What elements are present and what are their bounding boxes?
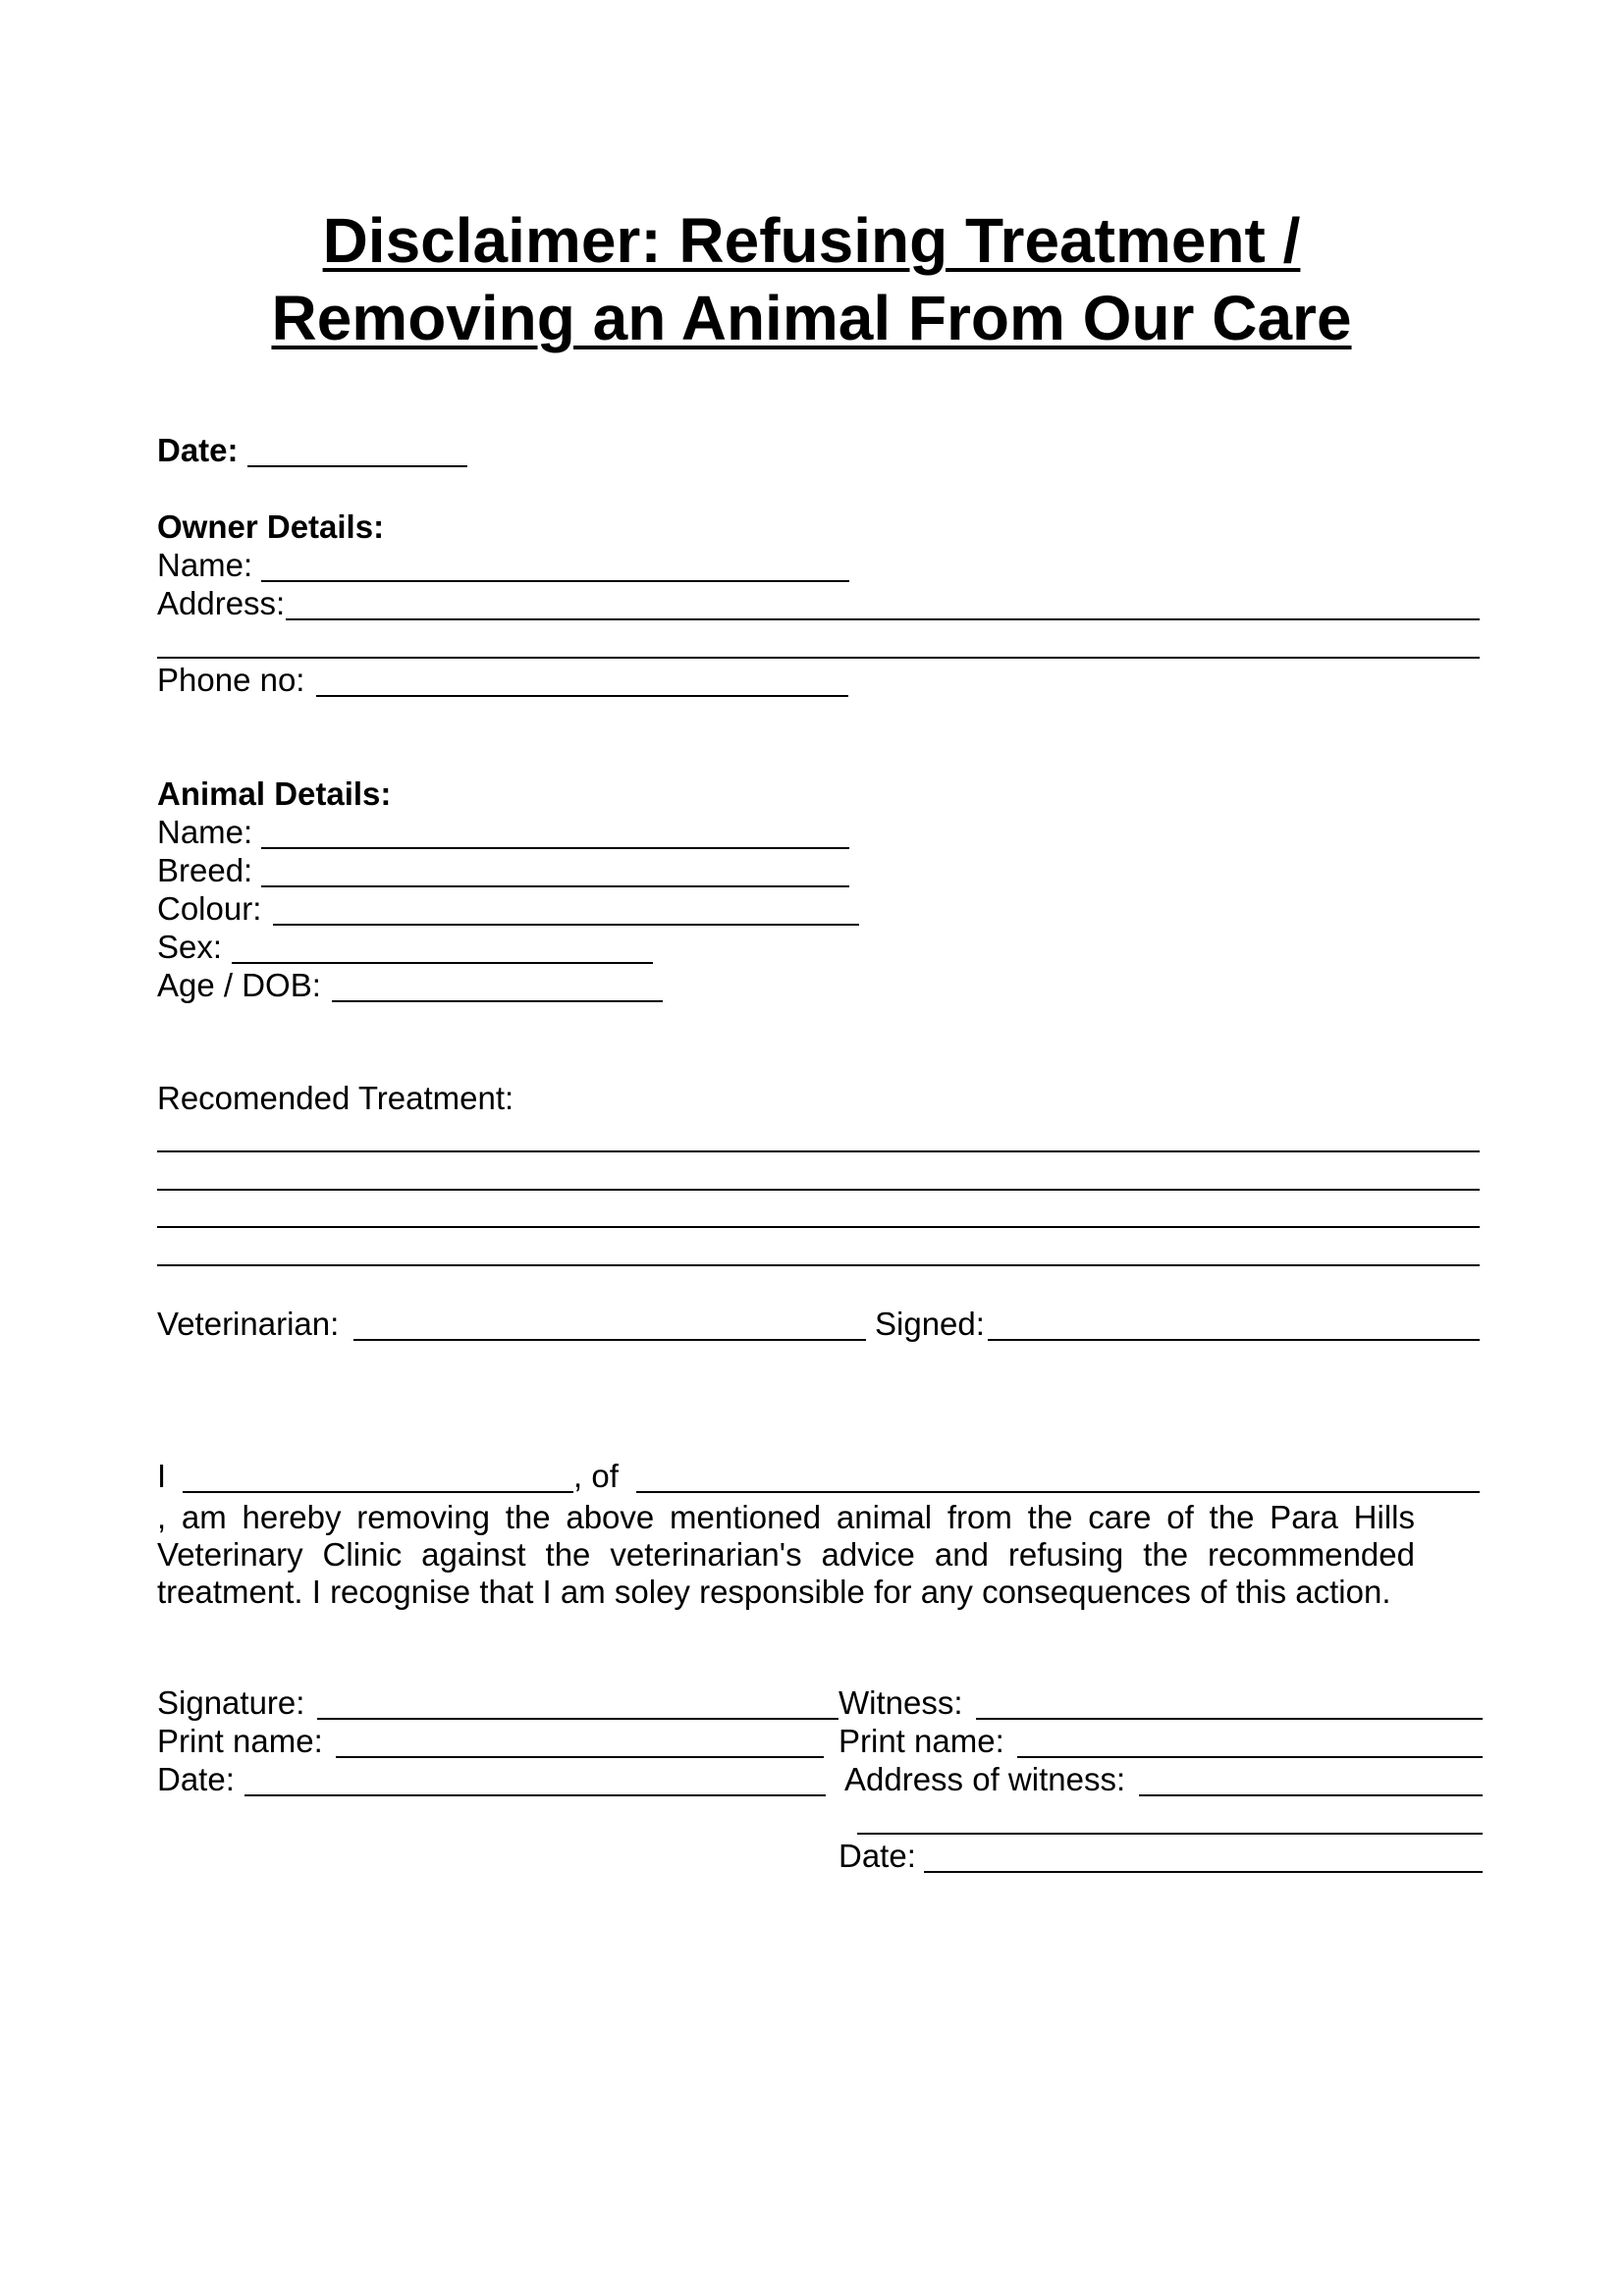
owner-address-label: Address: [157,585,286,621]
owner-details-heading: Owner Details: [157,508,385,545]
treatment-field-line-4[interactable] [157,1264,1480,1266]
animal-sex-field[interactable] [232,962,653,964]
veterinarian-field[interactable] [353,1339,866,1341]
veterinarian-label: Veterinarian: [157,1306,340,1342]
animal-name-label: Name: [157,814,253,850]
date-label: Date: [157,432,239,468]
print-name-field[interactable] [336,1756,824,1758]
signature-field[interactable] [317,1718,839,1720]
date-field[interactable] [247,465,467,467]
animal-details-heading: Animal Details: [157,775,392,812]
treatment-field-line-1[interactable] [157,1150,1480,1152]
animal-colour-label: Colour: [157,890,262,927]
animal-sex-label: Sex: [157,929,223,965]
witness-field[interactable] [976,1718,1483,1720]
animal-age-field[interactable] [332,1000,663,1002]
declaration-name-field[interactable] [183,1491,573,1493]
form-title-line-1: Disclaimer: Refusing Treatment / [322,205,1301,276]
witness-date-label: Date: [839,1838,916,1874]
declaration-text: , am hereby removing the above mentioned animal from the care of the Para Hills Veterinary Clinic against the veterinarian's advice and refusing the recommended treatment. I recognise that I am soley responsible for any consequences of this action. [157,1499,1415,1610]
declaration-i-label: I [157,1458,167,1494]
signed-label: Signed: [875,1306,985,1342]
owner-phone-label: Phone no: [157,662,305,698]
signoff-date-field[interactable] [244,1794,826,1796]
treatment-field-line-3[interactable] [157,1226,1480,1228]
form-title-line-2: Removing an Animal From Our Care [271,283,1352,353]
signed-field[interactable] [988,1339,1480,1341]
treatment-field-line-2[interactable] [157,1189,1480,1191]
treatment-label: Recomended Treatment: [157,1080,514,1116]
signoff-date-label: Date: [157,1761,235,1797]
witness-label: Witness: [839,1684,963,1721]
witness-print-name-label: Print name: [839,1723,1004,1759]
animal-name-field[interactable] [261,847,849,849]
owner-phone-field[interactable] [316,695,848,697]
animal-breed-label: Breed: [157,852,253,888]
owner-name-field[interactable] [261,580,849,582]
owner-address-field-line-2[interactable] [157,657,1480,659]
animal-colour-field[interactable] [273,924,859,926]
witness-address-field-line-2[interactable] [857,1833,1483,1835]
witness-address-field-line-1[interactable] [1139,1794,1483,1796]
print-name-label: Print name: [157,1723,323,1759]
witness-date-field[interactable] [924,1871,1483,1873]
witness-address-label: Address of witness: [844,1761,1126,1797]
owner-name-label: Name: [157,547,253,583]
declaration-of-label: , of [573,1458,619,1494]
owner-address-field-line-1[interactable] [286,618,1480,620]
signature-label: Signature: [157,1684,305,1721]
animal-age-label: Age / DOB: [157,967,321,1003]
witness-print-name-field[interactable] [1017,1756,1483,1758]
declaration-address-field[interactable] [636,1491,1480,1493]
animal-breed-field[interactable] [261,885,849,887]
